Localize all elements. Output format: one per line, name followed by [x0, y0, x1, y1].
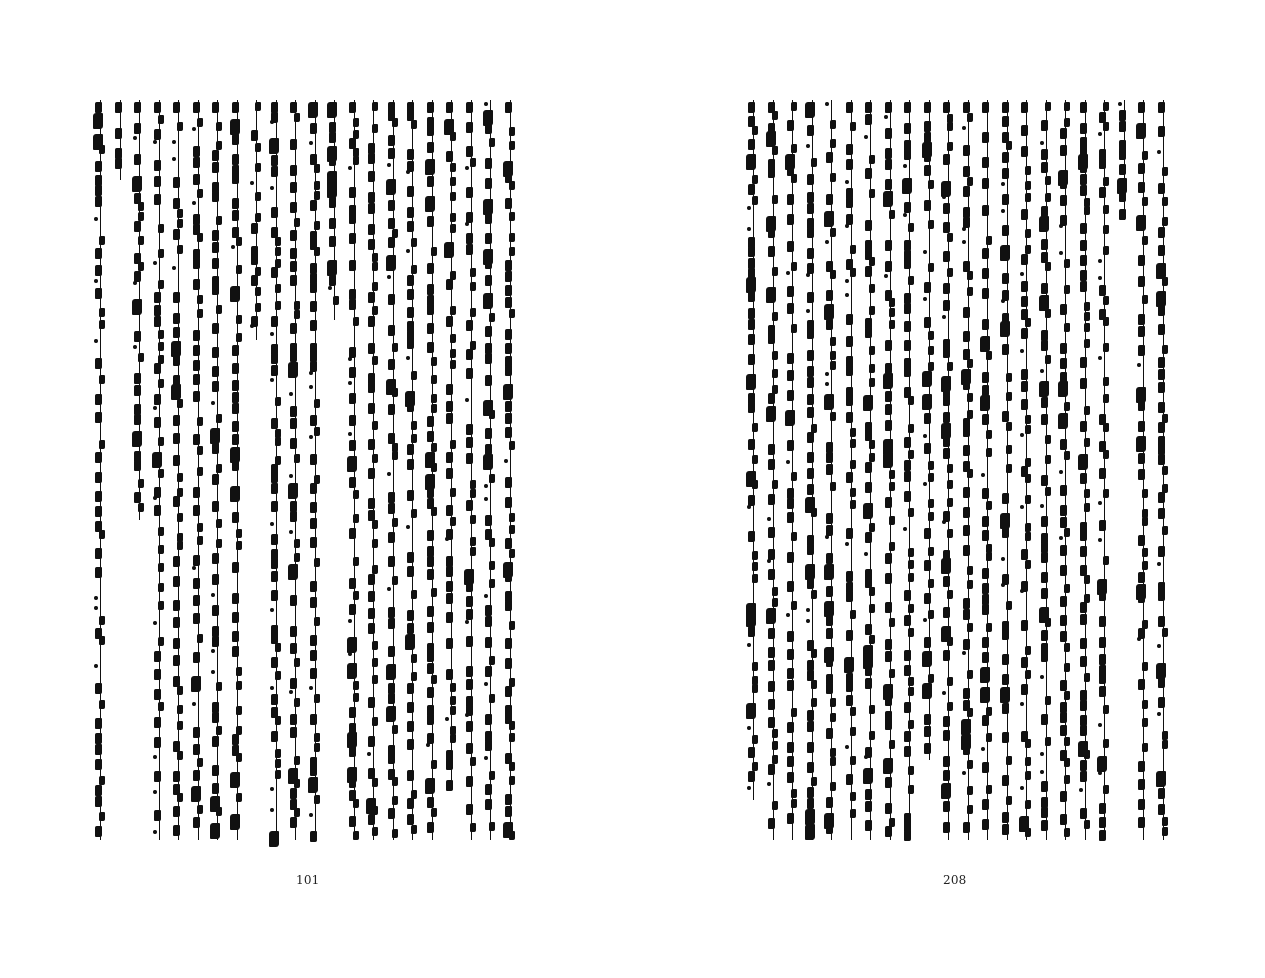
script-column — [189, 100, 209, 840]
script-column — [744, 100, 764, 840]
script-column — [939, 100, 959, 840]
script-column — [130, 100, 150, 840]
script-column — [1017, 100, 1037, 840]
script-column — [959, 100, 979, 840]
script-column — [1115, 100, 1135, 840]
script-column — [325, 100, 345, 840]
script-column — [208, 100, 228, 840]
script-column — [306, 100, 326, 840]
script-column — [228, 100, 248, 840]
script-column — [150, 100, 170, 840]
left-page — [0, 0, 632, 978]
script-column — [900, 100, 920, 840]
script-column — [764, 100, 784, 840]
script-column — [364, 100, 384, 840]
right-text-block — [733, 100, 1173, 840]
right-page — [633, 0, 1265, 978]
script-column — [403, 100, 423, 840]
script-column — [501, 100, 521, 840]
script-column — [247, 100, 267, 840]
script-column — [803, 100, 823, 840]
script-column — [169, 100, 189, 840]
script-column — [267, 100, 287, 840]
script-column — [286, 100, 306, 840]
script-column — [842, 100, 862, 840]
script-column — [881, 100, 901, 840]
script-column — [462, 100, 482, 840]
left-text-block — [84, 100, 520, 840]
script-column — [111, 100, 131, 840]
script-column — [978, 100, 998, 840]
script-column — [481, 100, 501, 840]
script-column — [442, 100, 462, 840]
script-column — [1095, 100, 1115, 840]
left-page-number: 101 — [296, 873, 320, 887]
script-column — [1154, 100, 1174, 840]
script-column — [384, 100, 404, 840]
script-column — [345, 100, 365, 840]
script-column — [1076, 100, 1096, 840]
script-column — [783, 100, 803, 840]
script-column — [998, 100, 1018, 840]
script-column — [822, 100, 842, 840]
right-page-number: 208 — [943, 873, 967, 887]
script-column — [423, 100, 443, 840]
script-column — [1056, 100, 1076, 840]
script-column — [1037, 100, 1057, 840]
script-column — [861, 100, 881, 840]
script-column — [1134, 100, 1154, 840]
script-column — [920, 100, 940, 840]
script-column — [91, 100, 111, 840]
